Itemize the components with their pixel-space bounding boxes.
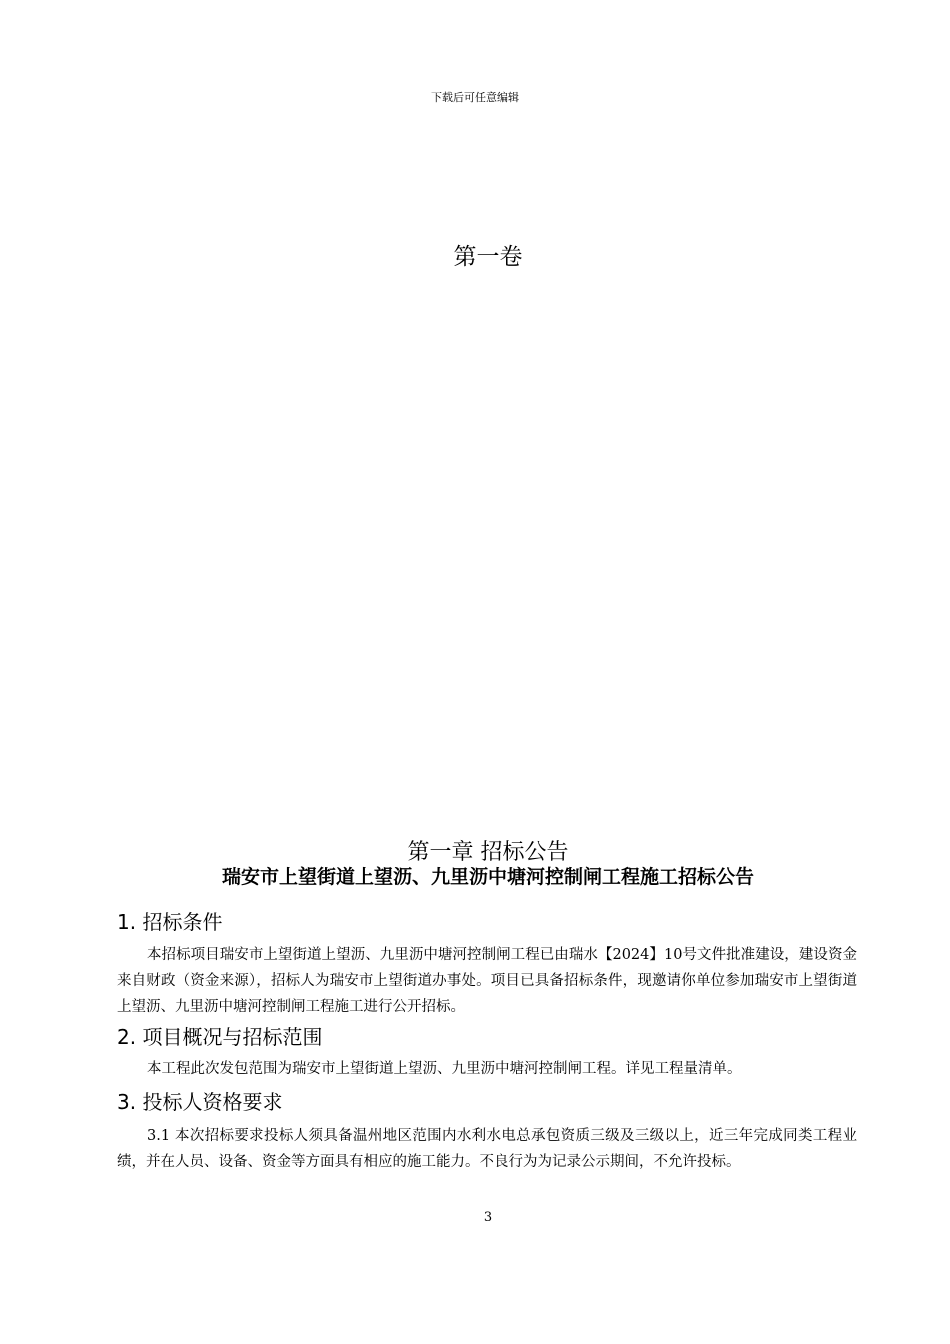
notice-title: 瑞安市上望街道上望沥、九里沥中塘河控制闸工程施工招标公告: [221, 866, 754, 888]
section-heading-bidder-qualification: 3. 投标人资格要求: [117, 1090, 283, 1114]
paragraph-bidding-conditions: 本招标项目瑞安市上望街道上望沥、九里沥中塘河控制闸工程已由瑞水【2024】10号文件批准建设，建设资金来自财政（资金来源），招标人为瑞安市上望街道办事处。项目已具备招标条件，现邀请你单位参加瑞安市上望街道上望沥、九里沥中塘河控制闸工程施工进行公开招标。: [117, 947, 857, 1015]
chapter-title: 第一章 招标公告: [407, 840, 569, 865]
paragraph-bidder-qualification: 3.1 本次招标要求投标人须具备温州地区范围内水利水电总承包资质三级及三级以上，近三年完成同类工程业绩，并在人员、设备、资金等方面具有相应的施工能力。不良行为为记录公示期间，不允许投标。: [117, 1128, 857, 1170]
volume-title: 第一卷: [453, 244, 523, 270]
section-heading-project-overview: 2. 项目概况与招标范围: [117, 1025, 323, 1049]
section-heading-bidding-conditions: 1. 招标条件: [117, 910, 223, 934]
paragraph-project-overview: 本工程此次发包范围为瑞安市上望街道上望沥、九里沥中塘河控制闸工程。详见工程量清单。: [147, 1061, 742, 1077]
page-number: 3: [483, 1210, 493, 1225]
header-note: 下载后可任意编辑: [431, 91, 519, 104]
